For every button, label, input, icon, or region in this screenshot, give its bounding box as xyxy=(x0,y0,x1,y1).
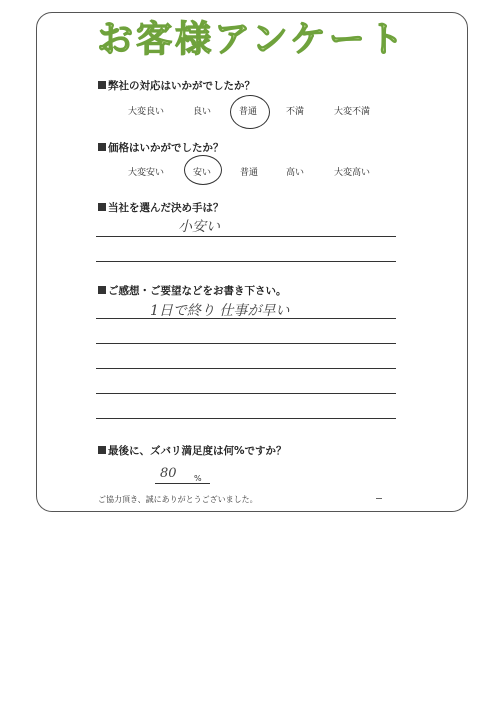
question-satisfaction: 最後に、ズバリ満足度は何%ですか？ xyxy=(98,443,287,458)
q1-selection-circle xyxy=(230,95,270,129)
q4-handwritten-answer: 1日で終り 仕事が早い xyxy=(150,303,290,319)
footer-thanks: ご協力頂き、誠にありがとうございました。 xyxy=(98,495,258,504)
bullet-square-icon xyxy=(98,446,106,454)
q4-answer-line-3 xyxy=(96,368,396,369)
q2-option-cheap[interactable]: 安い xyxy=(192,168,212,178)
question-comments: ご感想・ご要望などをお書き下さい。 xyxy=(98,283,287,298)
q2-option-very-cheap[interactable]: 大変安い xyxy=(127,168,165,178)
q2-option-normal[interactable]: 普通 xyxy=(239,168,259,178)
q4-answer-line-4 xyxy=(96,393,396,394)
bullet-square-icon xyxy=(98,143,106,151)
footer-dash xyxy=(376,498,382,499)
question-price: 価格はいかがでしたか？ xyxy=(98,140,224,155)
q1-option-good[interactable]: 良い xyxy=(192,107,212,117)
q2-option-expensive[interactable]: 高い xyxy=(285,168,305,178)
q4-answer-line-5 xyxy=(96,418,396,419)
bullet-square-icon xyxy=(98,286,106,294)
q2-option-very-expensive[interactable]: 大変高い xyxy=(333,168,371,178)
q1-option-dissatisfied[interactable]: 不満 xyxy=(285,107,305,117)
q1-option-normal[interactable]: 普通 xyxy=(238,107,258,117)
q3-answer-line-2 xyxy=(96,261,396,262)
q4-answer-line-1 xyxy=(96,318,396,319)
bullet-square-icon xyxy=(98,81,106,89)
question-reason: 当社を選んだ決め手は？ xyxy=(98,200,224,215)
bullet-square-icon xyxy=(98,203,106,211)
q5-answer-line xyxy=(155,483,210,484)
q4-answer-line-2 xyxy=(96,343,396,344)
q3-handwritten-answer: 小安い xyxy=(178,219,220,235)
q1-option-very-good[interactable]: 大変良い xyxy=(127,107,165,117)
q2-selection-circle xyxy=(184,155,222,185)
q5-percent-unit: % xyxy=(194,474,202,483)
q1-option-very-dissatisfied[interactable]: 大変不満 xyxy=(333,107,371,117)
question-service: 弊社の対応はいかがでしたか？ xyxy=(98,78,255,93)
q3-answer-line-1 xyxy=(96,236,396,237)
q5-handwritten-value: 80 xyxy=(160,466,177,481)
survey-title: お客様アンケート xyxy=(97,19,407,60)
